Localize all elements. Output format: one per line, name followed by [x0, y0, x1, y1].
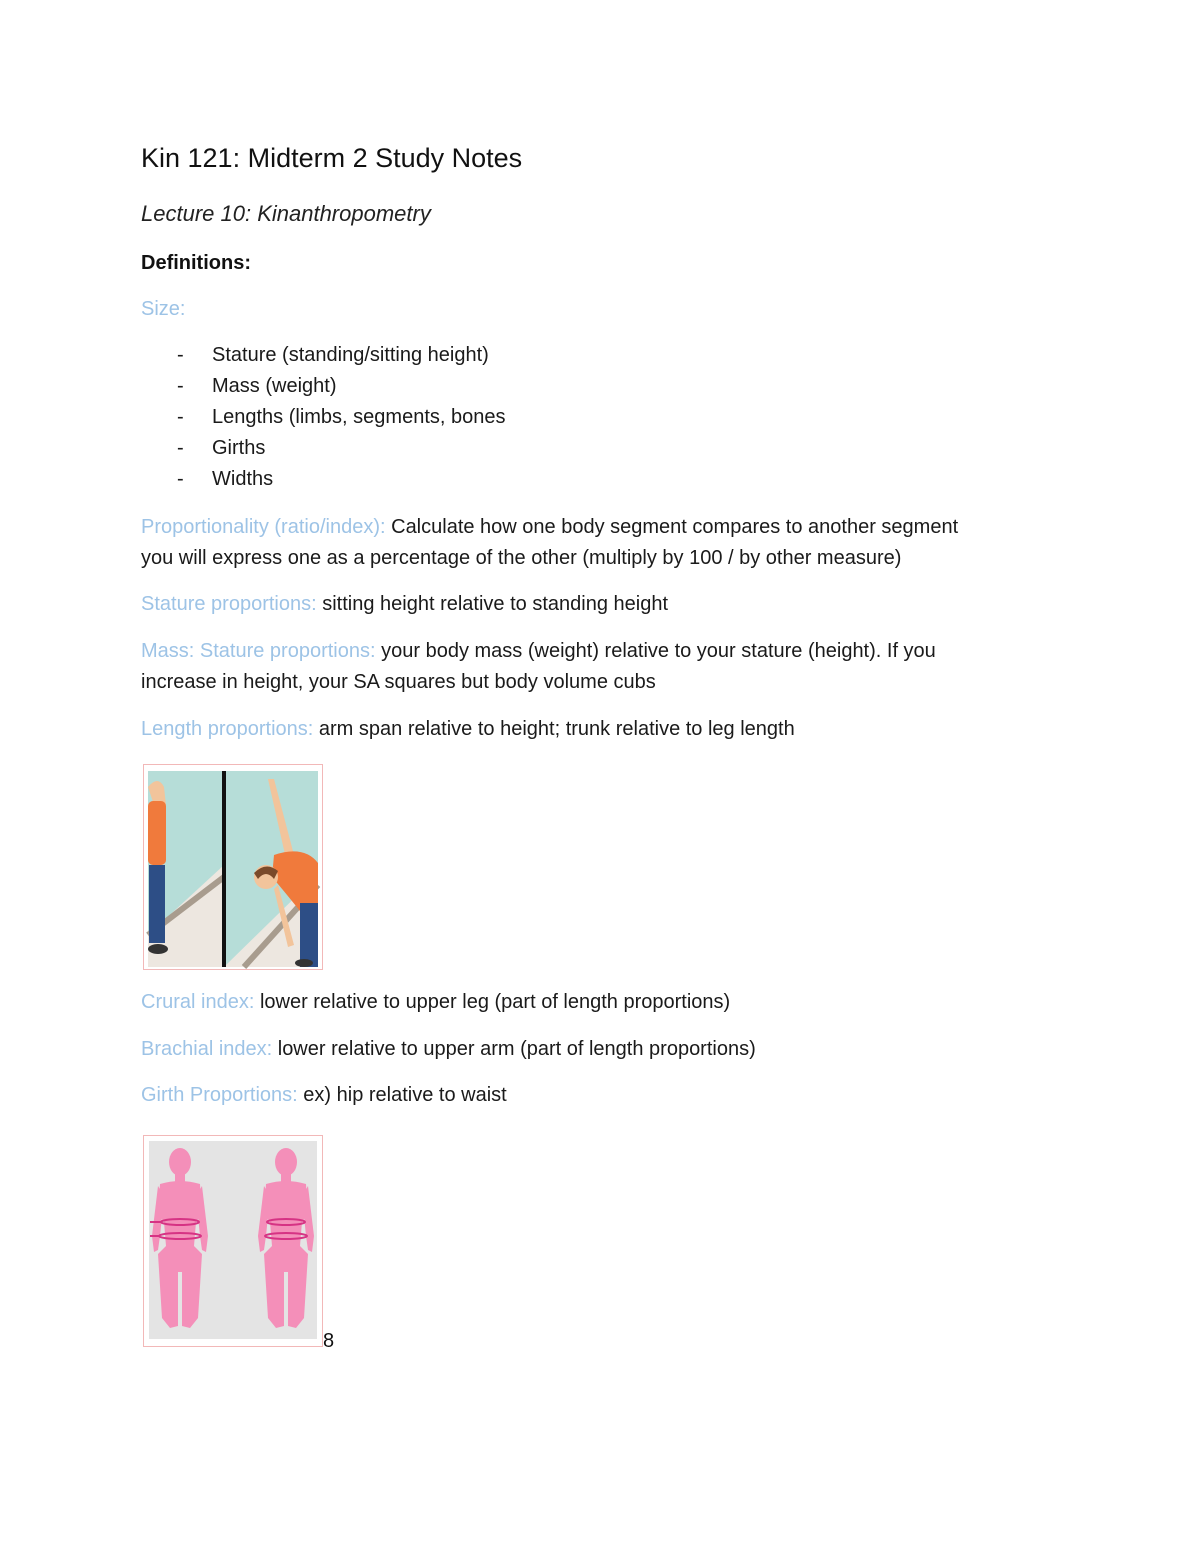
arm-span-illustration	[144, 765, 322, 969]
mass-stature-line-2	[141, 671, 656, 694]
size-heading	[141, 298, 185, 321]
brachial-index-text: lower relative to upper arm (part of length proportions)	[272, 1038, 756, 1060]
proportionality-text-2: you will express one as a percentage of the other (multiply by 100 / by other measure)	[141, 547, 902, 569]
proportionality-text-1: Calculate how one body segment compares to another segment	[385, 516, 959, 538]
bullet-dash: -	[177, 406, 184, 428]
girth-proportions-line	[141, 1084, 507, 1107]
stature-proportions-line	[141, 593, 668, 616]
length-proportions-text: arm span relative to height; trunk relative to leg length	[313, 718, 795, 740]
mass-stature-text-1: your body mass (weight) relative to your stature (height). If you	[375, 640, 936, 662]
list-item-text: Girths	[212, 437, 266, 459]
crural-index-text: lower relative to upper leg (part of length proportions)	[254, 991, 731, 1013]
length-proportions-line	[141, 718, 795, 741]
list-item-text: Mass (weight)	[212, 375, 337, 397]
mass-stature-term: Mass: Stature proportions:	[141, 640, 376, 662]
mass-stature-line-1	[141, 640, 936, 663]
length-proportions-figure	[143, 764, 323, 970]
crural-index-term: Crural index:	[141, 991, 255, 1013]
girth-proportions-figure	[143, 1135, 323, 1347]
mass-stature-text-2: increase in height, your SA squares but body volume cubs	[141, 671, 656, 693]
lecture-heading: Lecture 10: Kinanthropometry	[141, 201, 431, 226]
bullet-dash: -	[177, 344, 184, 366]
bullet-dash: -	[177, 437, 184, 459]
girth-silhouettes-illustration	[144, 1136, 322, 1346]
proportionality-line-2	[141, 547, 901, 570]
bullet-dash: -	[177, 468, 184, 490]
list-item-text: Stature (standing/sitting height)	[212, 344, 489, 366]
brachial-index-line	[141, 1038, 756, 1061]
page-number: 8	[323, 1330, 335, 1352]
definitions-heading: Definitions:	[141, 252, 251, 274]
girth-proportions-term: Girth Proportions:	[141, 1084, 298, 1106]
proportionality-line-1	[141, 516, 958, 539]
length-proportions-term: Length proportions:	[141, 718, 314, 740]
page-title: Kin 121: Midterm 2 Study Notes	[141, 143, 523, 173]
brachial-index-term: Brachial index:	[141, 1038, 273, 1060]
list-item-text: Lengths (limbs, segments, bones	[212, 406, 506, 428]
list-item-text: Widths	[212, 468, 274, 490]
stature-proportions-text: sitting height relative to standing height	[316, 593, 668, 615]
girth-proportions-text: ex) hip relative to waist	[297, 1084, 507, 1106]
crural-index-line	[141, 991, 730, 1014]
size-term: Size:	[141, 298, 186, 320]
proportionality-term: Proportionality (ratio/index):	[141, 516, 386, 538]
stature-proportions-term: Stature proportions:	[141, 593, 317, 615]
bullet-dash: -	[177, 375, 184, 397]
